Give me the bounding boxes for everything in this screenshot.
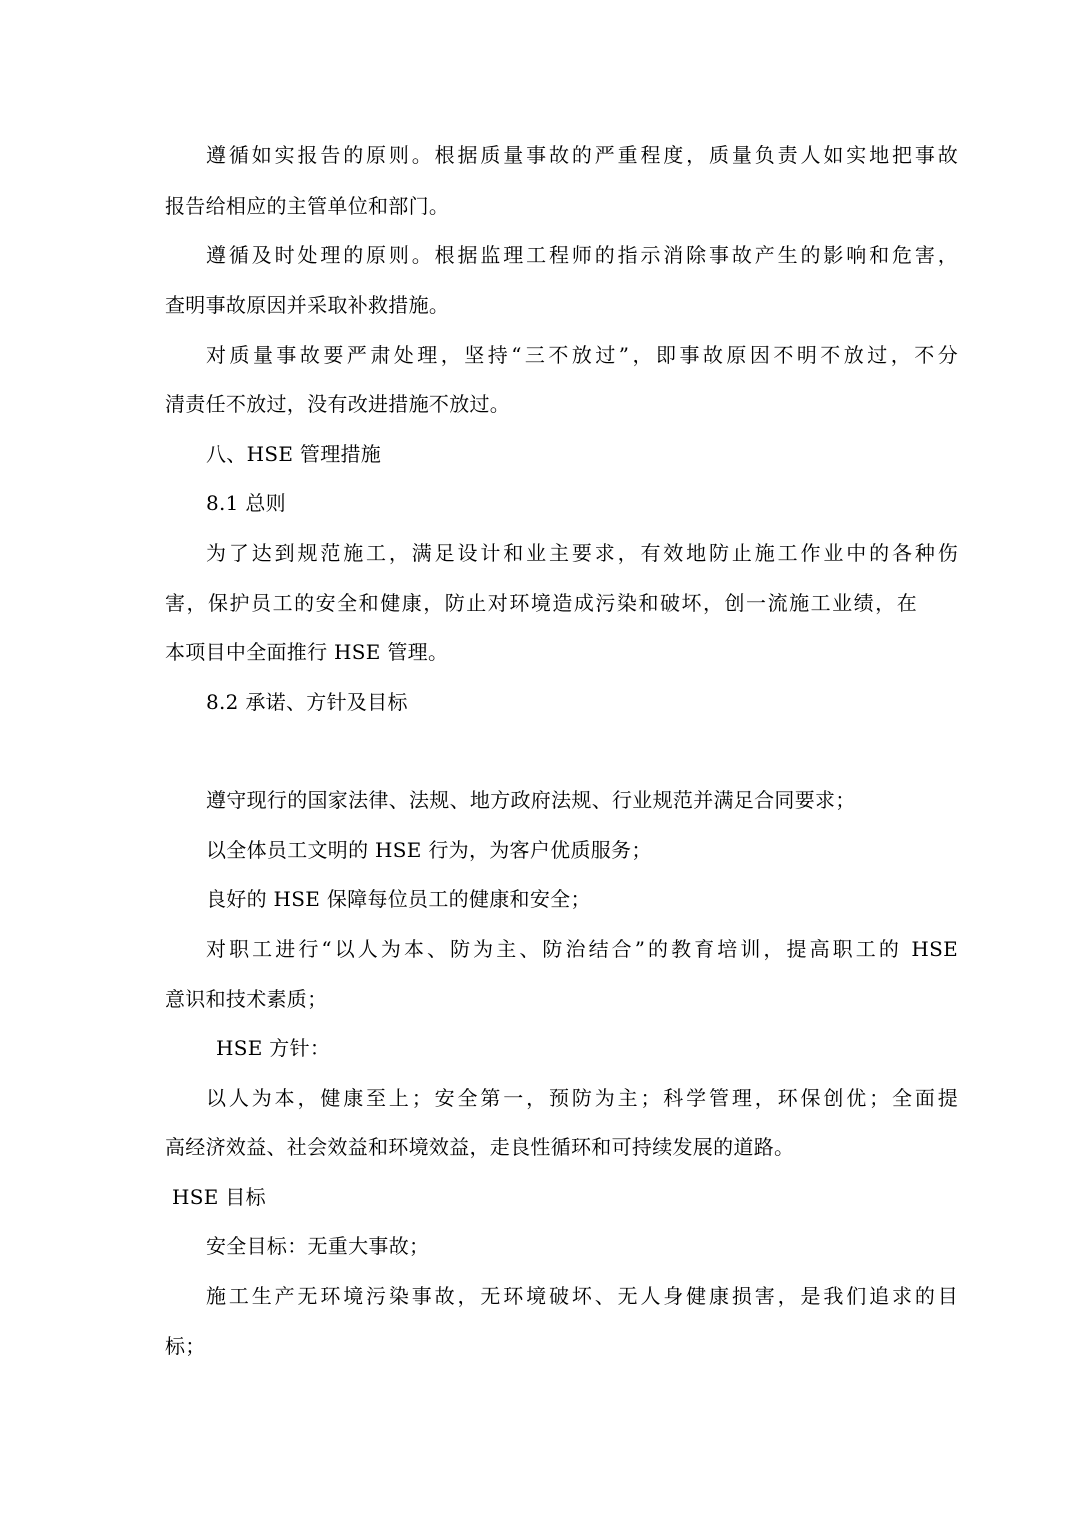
section-heading: 八、HSE 管理措施 (206, 442, 382, 466)
paragraph-line: 查明事故原因并采取补救措施。 (165, 293, 450, 317)
paragraph-line: 高经济效益、社会效益和环境效益，走良性循环和可持续发展的道路。 (165, 1135, 795, 1159)
paragraph-line: 报告给相应的主管单位和部门。 (165, 194, 450, 218)
paragraph-line: 安全目标：无重大事故； (206, 1234, 430, 1258)
paragraph-line: 害，保护员工的安全和健康，防止对环境造成污染和破坏，创一流施工业绩，在 (165, 591, 917, 615)
subsection-heading: 8.2 承诺、方针及目标 (206, 690, 408, 714)
paragraph-line: 清责任不放过，没有改进措施不放过。 (165, 392, 511, 416)
list-item: 对职工进行“以人为本、防为主、防治结合”的教育培训，提高职工的 HSE (206, 937, 958, 961)
list-item: 以全体员工文明的 HSE 行为，为客户优质服务； (206, 838, 652, 862)
paragraph-line: 标； (165, 1334, 206, 1358)
list-item: 良好的 HSE 保障每位员工的健康和安全； (206, 887, 591, 911)
list-item: 意识和技术素质； (165, 987, 328, 1011)
paragraph-line: 本项目中全面推行 HSE 管理。 (165, 640, 449, 664)
subsection-heading: HSE 目标 (172, 1185, 266, 1209)
paragraph-line: 为了达到规范施工，满足设计和业主要求，有效地防止施工作业中的各种伤 (206, 541, 958, 565)
paragraph-line: 遵循如实报告的原则。根据质量事故的严重程度，质量负责人如实地把事故 (206, 143, 958, 167)
list-item: 遵守现行的国家法律、法规、地方政府法规、行业规范并满足合同要求； (206, 788, 856, 812)
paragraph-line: 遵循及时处理的原则。根据监理工程师的指示消除事故产生的影响和危害， (206, 243, 958, 267)
paragraph-line: 施工生产无环境污染事故，无环境破坏、无人身健康损害，是我们追求的目 (206, 1284, 958, 1308)
paragraph-line: 以人为本，健康至上；安全第一，预防为主；科学管理，环保创优；全面提 (206, 1086, 958, 1110)
subsection-heading: HSE 方针： (216, 1036, 331, 1060)
subsection-heading: 8.1 总则 (206, 491, 286, 515)
paragraph-line: 对质量事故要严肃处理，坚持“三不放过”，即事故原因不明不放过，不分 (206, 343, 958, 367)
